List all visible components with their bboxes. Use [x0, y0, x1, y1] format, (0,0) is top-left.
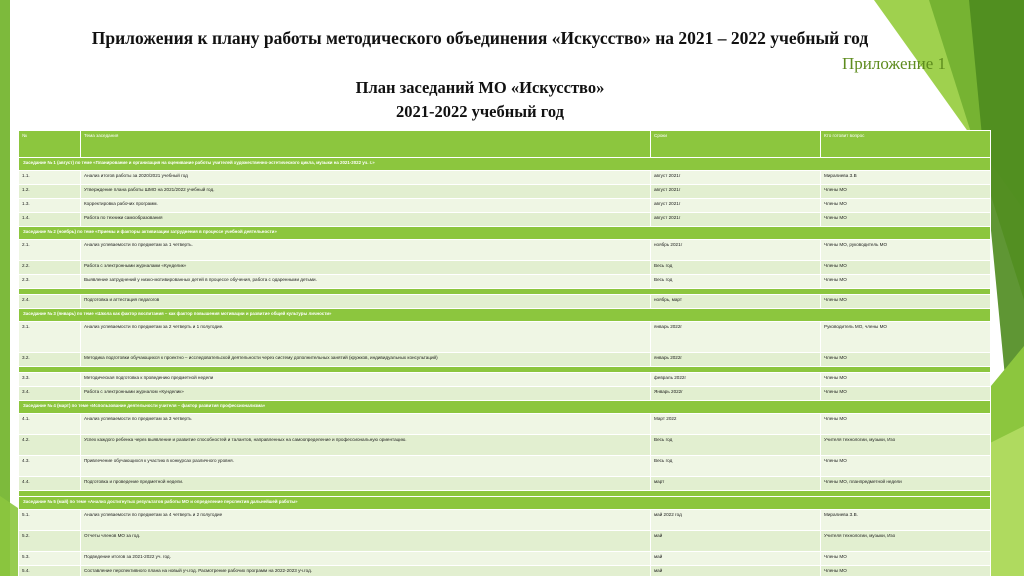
row-term: Январь 2022г [651, 387, 821, 401]
plan-table-container [18, 130, 990, 576]
row-topic: Привлечение обучающихся к участию в конкурсах различного уровня. [81, 456, 651, 477]
column-header-number: № [19, 131, 81, 158]
row-number: 4.4. [19, 477, 81, 491]
table-section-header [19, 497, 991, 510]
row-topic: Методика подготовки обучающихся к проектно – исследовательской деятельности через систему дополнительных занятий (кружков, индивидуальных консультаций) [81, 353, 651, 367]
table-section-header [19, 227, 991, 240]
table-row [19, 261, 991, 275]
table-row [19, 414, 991, 435]
row-topic: Анализ успеваемости по предметам за 4 четверть и 2 полугодие [81, 510, 651, 531]
row-term: март [651, 477, 821, 491]
table-row [19, 322, 991, 353]
row-number: 5.1. [19, 510, 81, 531]
subtitle-line-2: 2021-2022 учебный год [396, 101, 564, 121]
subtitle-line-1: План заседаний МО «Искусство» [355, 78, 605, 97]
page-subtitle [40, 76, 920, 124]
row-responsible: Члены МО, руководитель МО [821, 240, 991, 261]
row-topic: Работа по техники самообразования [81, 213, 651, 227]
row-number: 1.2. [19, 185, 81, 199]
row-term: август 2021г [651, 185, 821, 199]
table-row [19, 199, 991, 213]
row-term: Март 2022 [651, 414, 821, 435]
row-term: август 2021г [651, 171, 821, 185]
row-responsible: Члены МО [821, 373, 991, 387]
row-responsible: Учителя технологии, музыки, Изо [821, 435, 991, 456]
row-responsible: Члены МО [821, 185, 991, 199]
section-title: Заседание № 1 (август) по теме «Планирование и организация на оценивание работы учителей художественно-эстетического цикла, музыки на 2021-2022 уч. г.» [19, 158, 991, 171]
table-row [19, 531, 991, 552]
plan-table [18, 130, 991, 576]
table-row [19, 295, 991, 309]
row-topic: Выявление затруднений у низко-мотивированных детей в процессе обучения, работа с одаренными детьми. [81, 275, 651, 289]
table-row [19, 566, 991, 576]
table-row [19, 240, 991, 261]
table-row [19, 552, 991, 566]
row-term: август 2021г [651, 199, 821, 213]
row-term: май [651, 531, 821, 552]
row-responsible: Члены МО [821, 566, 991, 576]
table-header-row [19, 131, 991, 158]
row-term: Весь год [651, 456, 821, 477]
table-row [19, 387, 991, 401]
row-responsible: Члены МО [821, 552, 991, 566]
section-title: Заседание № 4 (март) по теме «Использование деятельности учителя – фактор развития профессионализма» [19, 401, 991, 414]
row-responsible: Миралиева З.В. [821, 510, 991, 531]
row-topic: Анализ успеваемости по предметам за 2 четверть и 1 полугодие. [81, 322, 651, 353]
section-title: Заседание № 3 (январь) по теме «Школа как фактор воспитания – как фактор повышения мотивации и развитие общей культуры личности» [19, 309, 991, 322]
table-row [19, 213, 991, 227]
table-row [19, 435, 991, 456]
appendix-label: Приложение 1 [842, 54, 946, 73]
page-title: Приложения к плану работы методического объединения «Искусство» на 2021 – 2022 учебный год [91, 28, 869, 48]
row-topic: Успех каждого ребенка через выявление и развитие способностей и талантов, направленных на самоопределение и профессиональную ориентацию. [81, 435, 651, 456]
row-term: май [651, 552, 821, 566]
table-row [19, 477, 991, 491]
row-number: 2.4. [19, 295, 81, 309]
table-row [19, 353, 991, 367]
row-topic: Работа с электронными журналом «Кунделик» [81, 387, 651, 401]
table-row [19, 185, 991, 199]
row-term: Весь год [651, 275, 821, 289]
row-topic: Корректировка рабочих программ. [81, 199, 651, 213]
section-title: Заседание № 2 (ноябрь) по теме «Приемы и факторы активизации затруднения в процессе учебной деятельности» [19, 227, 991, 240]
row-topic: Подведение итогов за 2021-2022 уч. год. [81, 552, 651, 566]
table-row [19, 456, 991, 477]
row-topic: Анализ успеваемости по предметам за 1 четверть. [81, 240, 651, 261]
plan-table-body [19, 158, 991, 576]
column-header-topic: Тема заседания [81, 131, 651, 158]
table-section-header [19, 158, 991, 171]
row-number: 5.3. [19, 552, 81, 566]
table-row [19, 171, 991, 185]
row-responsible: Члены МО, планпредметной недели [821, 477, 991, 491]
row-number: 3.1. [19, 322, 81, 353]
row-topic: Утверждение плана работы ШМО на 2021/2022 учебный год. [81, 185, 651, 199]
row-term: январь 2022г [651, 322, 821, 353]
row-term: февраль 2022г [651, 373, 821, 387]
row-responsible: Члены МО [821, 456, 991, 477]
row-term: Весь год [651, 435, 821, 456]
section-title: Заседание № 5 (май) по теме «Анализ достигнутых результатов работы МО и определение перспектив дальнейшей работы» [19, 497, 991, 510]
row-number: 3.2. [19, 353, 81, 367]
row-number: 2.2. [19, 261, 81, 275]
row-topic: Работа с электронными журналами «Кунделик» [81, 261, 651, 275]
row-responsible: Члены МО [821, 199, 991, 213]
plan-table-head [19, 131, 991, 158]
row-responsible: Учителя технологии, музыки, Изо [821, 531, 991, 552]
row-responsible: Члены МО [821, 353, 991, 367]
column-header-responsible: Кто готовит вопрос [821, 131, 991, 158]
row-topic: Составление перспективного плана на новый уч.год. Расмотрение рабочих программ на 2022-2023 уч.год. [81, 566, 651, 576]
table-section-header [19, 401, 991, 414]
row-responsible: Миралиева З.В [821, 171, 991, 185]
row-number: 1.1. [19, 171, 81, 185]
row-number: 2.1. [19, 240, 81, 261]
row-number: 4.1. [19, 414, 81, 435]
row-term: ноябрь, март [651, 295, 821, 309]
row-responsible: Члены МО [821, 213, 991, 227]
column-header-term: Сроки [651, 131, 821, 158]
row-number: 1.3. [19, 199, 81, 213]
row-responsible: Члены МО [821, 261, 991, 275]
row-topic: Методическая подготовка к проведению предметной недели [81, 373, 651, 387]
row-term: Весь год [651, 261, 821, 275]
row-number: 3.4. [19, 387, 81, 401]
row-number: 2.3. [19, 275, 81, 289]
row-responsible: Члены МО [821, 275, 991, 289]
row-responsible: Члены МО [821, 414, 991, 435]
row-number: 4.2. [19, 435, 81, 456]
row-number: 5.4. [19, 566, 81, 576]
row-responsible: Руководитель МО, члены МО [821, 322, 991, 353]
row-term: май [651, 566, 821, 576]
row-topic: Подготовка и аттестация педагогов [81, 295, 651, 309]
row-topic: Подготовка и проведение предметной недели. [81, 477, 651, 491]
row-topic: Анализ успеваемости по предметам за 3 четверть [81, 414, 651, 435]
decor-left-bar [0, 0, 10, 576]
row-term: май 2022 год [651, 510, 821, 531]
table-row [19, 373, 991, 387]
table-row [19, 275, 991, 289]
row-number: 1.4. [19, 213, 81, 227]
row-term: август 2021г [651, 213, 821, 227]
row-topic: Анализ итогов работы за 2020/2021 учебный год [81, 171, 651, 185]
row-responsible: Члены МО [821, 295, 991, 309]
row-term: ноябрь 2021г [651, 240, 821, 261]
row-number: 4.3. [19, 456, 81, 477]
row-responsible: Члены МО [821, 387, 991, 401]
row-topic: Отчеты членов МО за год. [81, 531, 651, 552]
row-term: январь 2022г [651, 353, 821, 367]
table-section-header [19, 309, 991, 322]
row-number: 5.2. [19, 531, 81, 552]
row-number: 3.3. [19, 373, 81, 387]
table-row [19, 510, 991, 531]
